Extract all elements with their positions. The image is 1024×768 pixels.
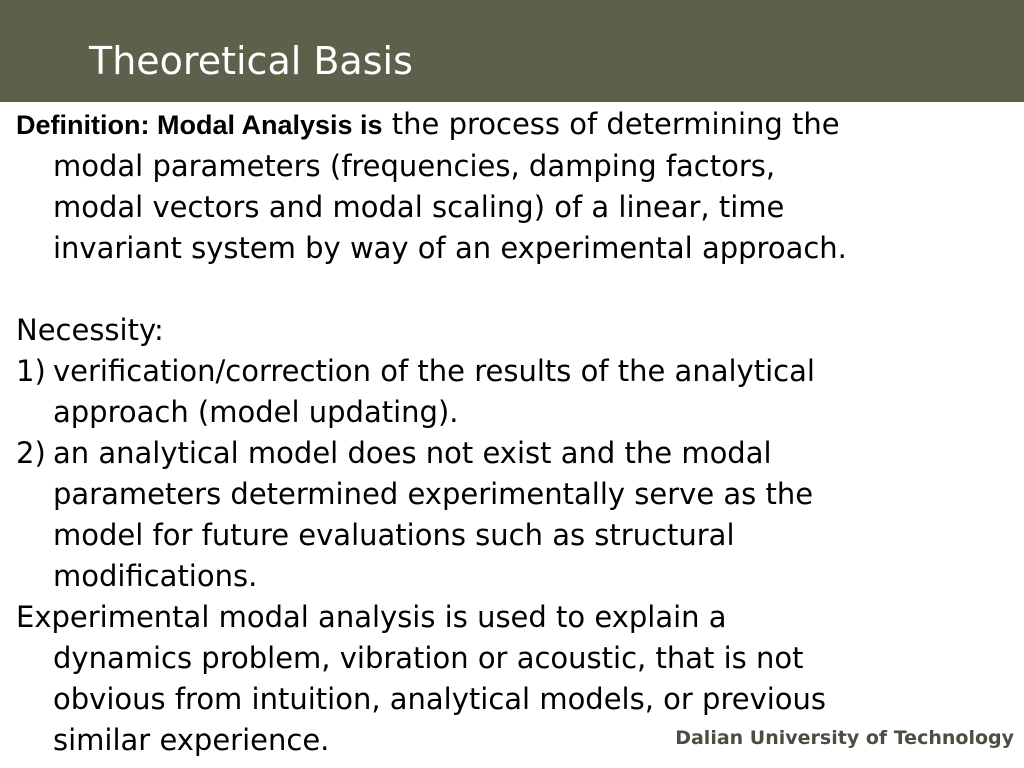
experimental-text: Experimental modal analysis is used to explain a <box>16 600 727 634</box>
necessity-heading: Necessity: <box>16 313 164 347</box>
definition-paragraph <box>16 104 1020 269</box>
definition-lead: Definition: Modal Analysis is <box>16 110 383 140</box>
item-text: verification/correction of the results of the analytical <box>53 354 815 388</box>
experimental-text: similar experience. <box>53 723 330 757</box>
definition-text: modal parameters (frequencies, damping factors, <box>53 149 776 183</box>
item-text: an analytical model does not exist and the modal <box>53 436 772 470</box>
definition-text: invariant system by way of an experimental approach. <box>53 231 847 265</box>
item-text: modifications. <box>53 559 258 593</box>
necessity-item <box>16 433 1020 597</box>
item-text: approach (model updating). <box>53 395 459 429</box>
necessity-item <box>16 351 1020 433</box>
experimental-text: obvious from intuition, analytical models, or previous <box>53 682 827 716</box>
slide-title: Theoretical Basis <box>89 39 413 83</box>
definition-text: the process of determining the <box>382 107 840 141</box>
experimental-text: dynamics problem, vibration or acoustic, that is not <box>53 641 804 675</box>
institution-logo: Dalian University of Technology <box>675 727 1014 749</box>
header-bar <box>0 0 1024 102</box>
item-text: model for future evaluations such as structural <box>53 518 735 552</box>
item-number: 1) <box>16 354 46 388</box>
spacer <box>16 269 1020 310</box>
item-text: parameters determined experimentally serve as the <box>53 477 814 511</box>
slide-body <box>16 104 1020 761</box>
item-number: 2) <box>16 436 46 470</box>
definition-text: modal vectors and modal scaling) of a linear, time <box>53 190 785 224</box>
